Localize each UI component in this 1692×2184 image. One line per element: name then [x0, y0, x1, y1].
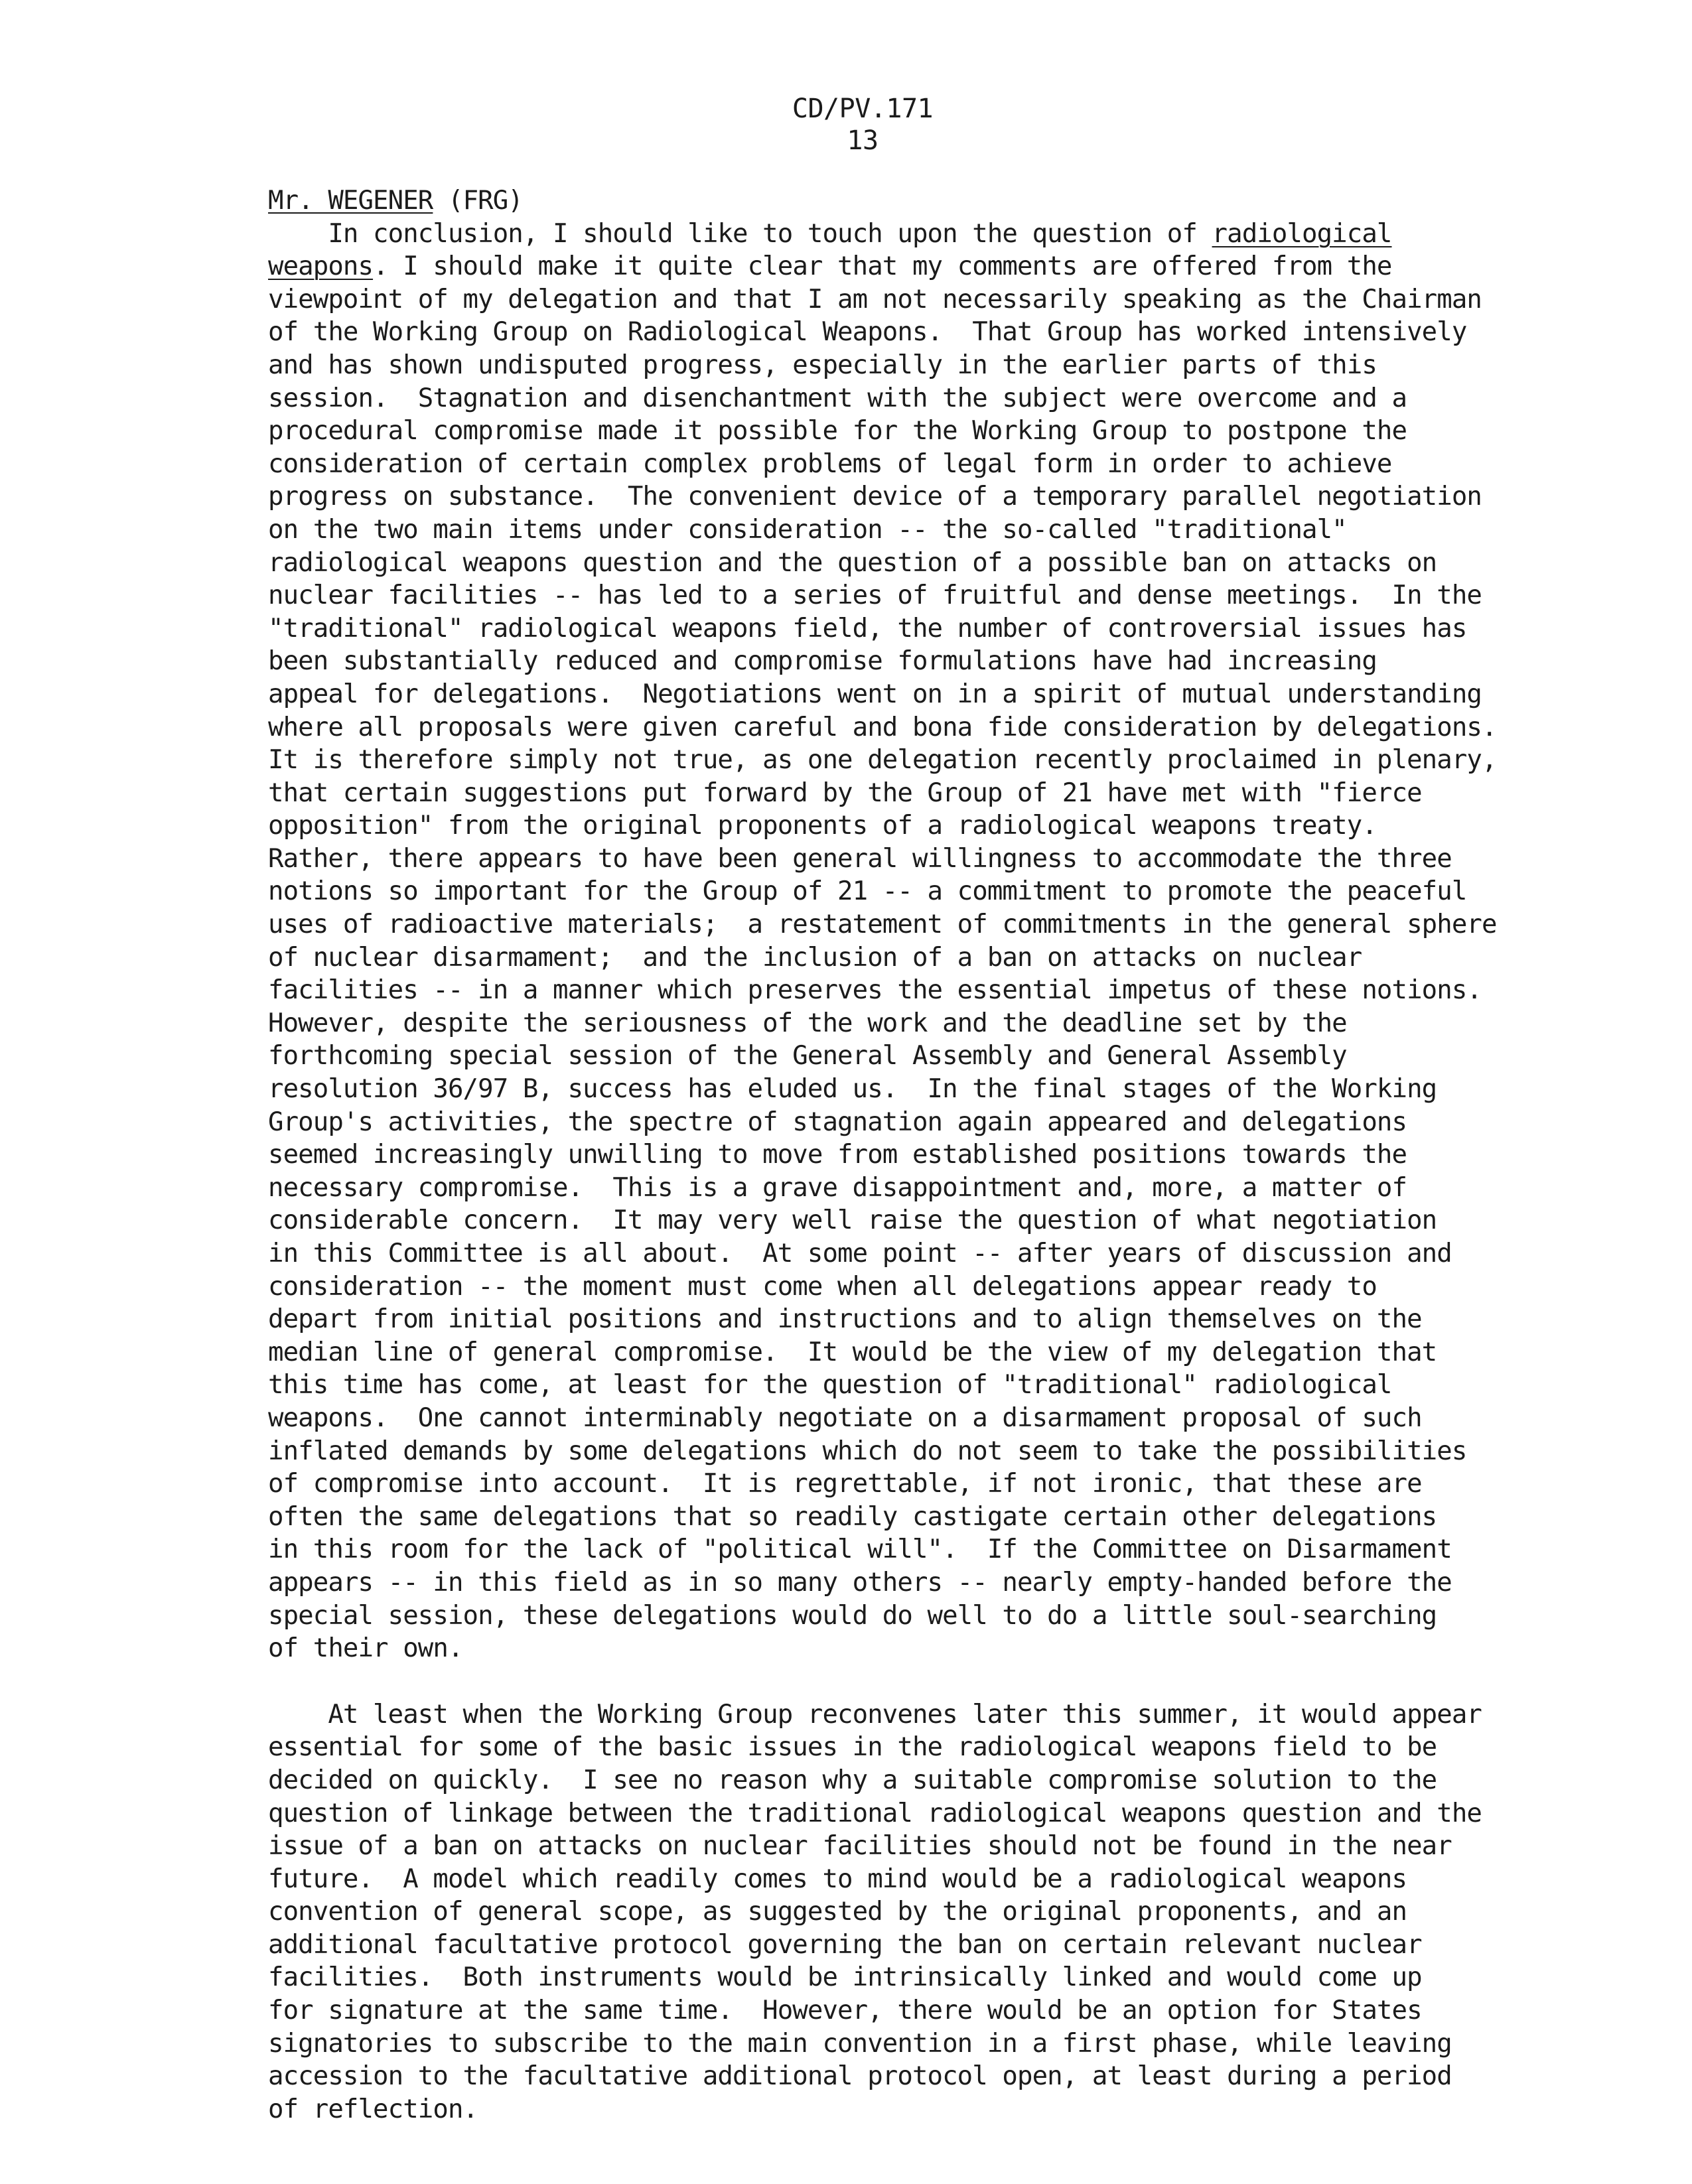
paragraph-line: where all proposals were given careful and bona fide consideration by delegations. — [268, 712, 1497, 742]
paragraph-line: on the two main items under consideration -- the so-called "traditional" — [268, 514, 1347, 545]
speaker-line — [268, 184, 1635, 218]
paragraph-line: resolution 36/97 B, success has eluded us. In the final stages of the Working — [268, 1074, 1437, 1105]
paragraph-line: considerable concern. It may very well raise the question of what negotiation — [268, 1205, 1437, 1236]
paragraph-line: consideration of certain complex problems of legal form in order to achieve — [268, 448, 1392, 479]
paragraph-line: Rather, there appears to have been general willingness to accommodate the three — [268, 843, 1452, 874]
paragraph-line: nuclear facilities -- has led to a series of fruitful and dense meetings. In the — [268, 580, 1482, 611]
paragraph-line: often the same delegations that so readily castigate certain other delegations — [268, 1501, 1437, 1532]
paragraph-line: At least when the Working Group reconvenes later this summer, it would appear — [268, 1699, 1482, 1730]
page-header — [730, 93, 995, 157]
paragraph-line: question of linkage between the traditional radiological weapons question and the — [268, 1798, 1482, 1828]
line-text: I should make it quite clear that my comments are offered from the — [388, 251, 1392, 282]
paragraph-line: and has shown undisputed progress, especially in the earlier parts of this — [268, 350, 1377, 380]
paragraph-line: additional facultative protocol governing the ban on certain relevant nuclear — [268, 1929, 1422, 1960]
paragraph-line: essential for some of the basic issues in the radiological weapons field to be — [268, 1732, 1437, 1763]
paragraph-line: opposition" from the original proponents of a radiological weapons treaty. — [268, 811, 1377, 841]
paragraph-line: depart from initial positions and instructions and to align themselves on the — [268, 1304, 1422, 1335]
paragraph-line: It is therefore simply not true, as one delegation recently proclaimed in plenary, — [268, 745, 1497, 776]
paragraph-line: median line of general compromise. It would be the view of my delegation that — [268, 1337, 1437, 1367]
underlined-term: weapons — [268, 251, 374, 282]
paragraph-line: convention of general scope, as suggested by the original proponents, and an — [268, 1897, 1407, 1927]
paragraph-line: for signature at the same time. However, there would be an option for States — [268, 1996, 1422, 2026]
paragraph-line: facilities. Both instruments would be intrinsically linked and would come up — [268, 1962, 1422, 1993]
paragraph-line: session. Stagnation and disenchantment with the subject were overcome and a — [268, 383, 1407, 413]
paragraph-1 — [268, 218, 1635, 1665]
paragraph-line — [268, 218, 1635, 251]
paragraph-line: seemed increasingly unwilling to move from established positions towards the — [268, 1140, 1407, 1170]
paragraph-line: appears -- in this field as in so many others -- nearly empty-handed before the — [268, 1567, 1452, 1598]
paragraph-line: inflated demands by some delegations which do not seem to take the possibilities — [268, 1436, 1467, 1466]
paragraph-line: of the Working Group on Radiological Weapons. That Group has worked intensively — [268, 317, 1467, 348]
paragraph-line: weapons. One cannot interminably negotiate on a disarmament proposal of such — [268, 1402, 1422, 1433]
paragraph-line: appeal for delegations. Negotiations went on in a spirit of mutual understanding — [268, 679, 1482, 709]
line-text: In conclusion, I should like to touch upon the question of — [268, 218, 1212, 249]
paragraph-line: notions so important for the Group of 21 -- a commitment to promote the peaceful — [268, 876, 1467, 907]
paragraph-line: of nuclear disarmament; and the inclusion of a ban on attacks on nuclear — [268, 942, 1362, 973]
paragraph-2 — [268, 1698, 1635, 2126]
paragraph-line: forthcoming special session of the General Assembly and General Assembly — [268, 1041, 1347, 1071]
paragraph-line: Group's activities, the spectre of stagnation again appeared and delegations — [268, 1107, 1407, 1137]
paragraph-line: of reflection. — [268, 2094, 478, 2124]
paragraph-line: viewpoint of my delegation and that I am not necessarily speaking as the Chairman — [268, 284, 1482, 314]
paragraph-line: However, despite the seriousness of the work and the deadline set by the — [268, 1008, 1347, 1038]
paragraph-line: consideration -- the moment must come when all delegations appear ready to — [268, 1271, 1377, 1302]
paragraph-line: of compromise into account. It is regrettable, if not ironic, that these are — [268, 1469, 1422, 1499]
paragraph-line: in this room for the lack of "political will". If the Committee on Disarmament — [268, 1535, 1452, 1565]
paragraph-line: signatories to subscribe to the main convention in a first phase, while leaving — [268, 2028, 1452, 2059]
paragraph-line: in this Committee is all about. At some point -- after years of discussion and — [268, 1239, 1452, 1268]
body-text — [268, 184, 1635, 2126]
paragraph-line: procedural compromise made it possible for the Working Group to postpone the — [268, 416, 1407, 446]
paragraph-spacer — [268, 1665, 1635, 1698]
paragraph-line — [268, 250, 1635, 283]
paragraph-line: "traditional" radiological weapons field, the number of controversial issues has — [268, 613, 1467, 644]
paragraph-line: facilities -- in a manner which preserves the essential impetus of these notions. — [268, 975, 1482, 1006]
line-text: . — [373, 251, 388, 282]
paragraph-line: that certain suggestions put forward by the Group of 21 have met with "fierce — [268, 778, 1422, 808]
paragraph-line: issue of a ban on attacks on nuclear facilities should not be found in the near — [268, 1831, 1452, 1862]
paragraph-line: of their own. — [268, 1633, 463, 1664]
page-number: 13 — [847, 125, 879, 156]
paragraph-line: accession to the facultative additional protocol open, at least during a period — [268, 2061, 1452, 2092]
speaker-name: Mr. WEGENER — [268, 186, 433, 216]
paragraph-line: this time has come, at least for the question of "traditional" radiological — [268, 1370, 1392, 1400]
paragraph-line: uses of radioactive materials; a restatement of commitments in the general sphere — [268, 910, 1497, 940]
paragraph-line: decided on quickly. I see no reason why a suitable compromise solution to the — [268, 1765, 1437, 1795]
speaker-delegation: (FRG) — [447, 186, 523, 216]
document-symbol: CD/PV.171 — [792, 94, 934, 124]
paragraph-line: been substantially reduced and compromise formulations have had increasing — [268, 646, 1377, 677]
paragraph-line: necessary compromise. This is a grave disappointment and, more, a matter of — [268, 1172, 1407, 1203]
paragraph-line: progress on substance. The convenient device of a temporary parallel negotiation — [268, 482, 1482, 512]
paragraph-line: future. A model which readily comes to mind would be a radiological weapons — [268, 1864, 1407, 1894]
paragraph-line: radiological weapons question and the question of a possible ban on attacks on — [268, 547, 1437, 578]
underlined-term: radiological — [1212, 218, 1392, 249]
paragraph-line: special session, these delegations would do well to do a little soul-searching — [268, 1600, 1437, 1631]
